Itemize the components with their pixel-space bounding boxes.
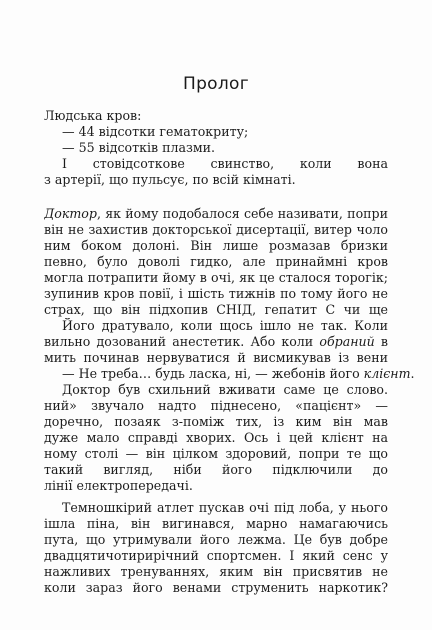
epigraph-closing-line: з артерії, що пульсує, по всій кімнаті. — [44, 172, 296, 187]
italic-word: клієнт — [363, 366, 411, 381]
paragraph-line: коли зараз його венами струменить наркотик? — [44, 580, 388, 595]
line-text: , як йому подобалося себе називати, попри — [96, 206, 388, 221]
paragraph-line — [62, 366, 415, 382]
epigraph-lead: Людська кров: — [44, 108, 142, 123]
epigraph-closing-line: І стовідсоткове свинство, коли вона — [62, 156, 388, 171]
paragraph-line: доречно, позаяк з-поміж тих, із ким він мав — [44, 414, 388, 429]
paragraph-line: певно, було доволі гидко, але принаймні кров — [44, 254, 388, 269]
paragraph-line: ному столі — він цілком здоровий, попри те що — [44, 446, 388, 461]
paragraph-line: нажливих тренуваннях, яким він присвятив не — [44, 564, 388, 579]
paragraph-line — [44, 334, 388, 350]
line-text: — Не треба… будь ласка, ні, — жебонів його — [62, 366, 364, 381]
paragraph-line: могла потрапити йому в очі, як це сталося торогік; — [44, 270, 388, 285]
paragraph-line: дуже мало справді хворих. Ось і цей клієнт на — [44, 430, 388, 445]
paragraph-line: ішла піна, він вигинався, марно намагаючись — [44, 516, 388, 531]
paragraph-line: Темношкірий атлет пускав очі під лоба, у нього — [62, 500, 388, 515]
paragraph-line: такий вигляд, ніби його підключили до — [44, 462, 388, 477]
epigraph-item: — 44 відсотки гематокриту; — [62, 124, 249, 139]
italic-word: обраний — [319, 334, 375, 349]
line-text: вильно дозований анестетик. Або коли — [44, 334, 320, 349]
paragraph-line: ним боком долоні. Він лише розмазав бризки — [44, 238, 388, 253]
paragraph-line: зупинив кров повії, і шість тижнів по тому його не — [44, 286, 388, 301]
italic-word: Доктор — [44, 206, 97, 221]
epigraph-item: — 55 відсотків плазми. — [62, 140, 216, 155]
paragraph-line — [44, 206, 388, 222]
chapter-title: Пролог — [183, 74, 249, 94]
paragraph-line: лінії електропередачі. — [44, 478, 193, 493]
paragraph-line: ний» звучало надто піднесено, «пацієнт» — — [44, 398, 388, 413]
paragraph-line: страх, що він підхопив СНІД, гепатит С чи ще — [44, 302, 388, 317]
paragraph-line: двадцятичотирирічний спортсмен. І який сенс у — [44, 548, 388, 563]
line-text: в — [380, 334, 388, 349]
line-text: . — [410, 366, 415, 381]
paragraph-line: пута, що утримували його лежма. Це був добре — [44, 532, 388, 547]
paragraph-line: мить починав нервуватися й висмикував із вени — [44, 350, 388, 365]
paragraph-line: він не захистив докторської дисертації, витер чоло — [44, 222, 388, 237]
paragraph-line: Його дратувало, коли щось ішло не так. Коли — [62, 318, 388, 333]
paragraph-line: Доктор був схильний вживати саме це слово. — [62, 382, 388, 397]
